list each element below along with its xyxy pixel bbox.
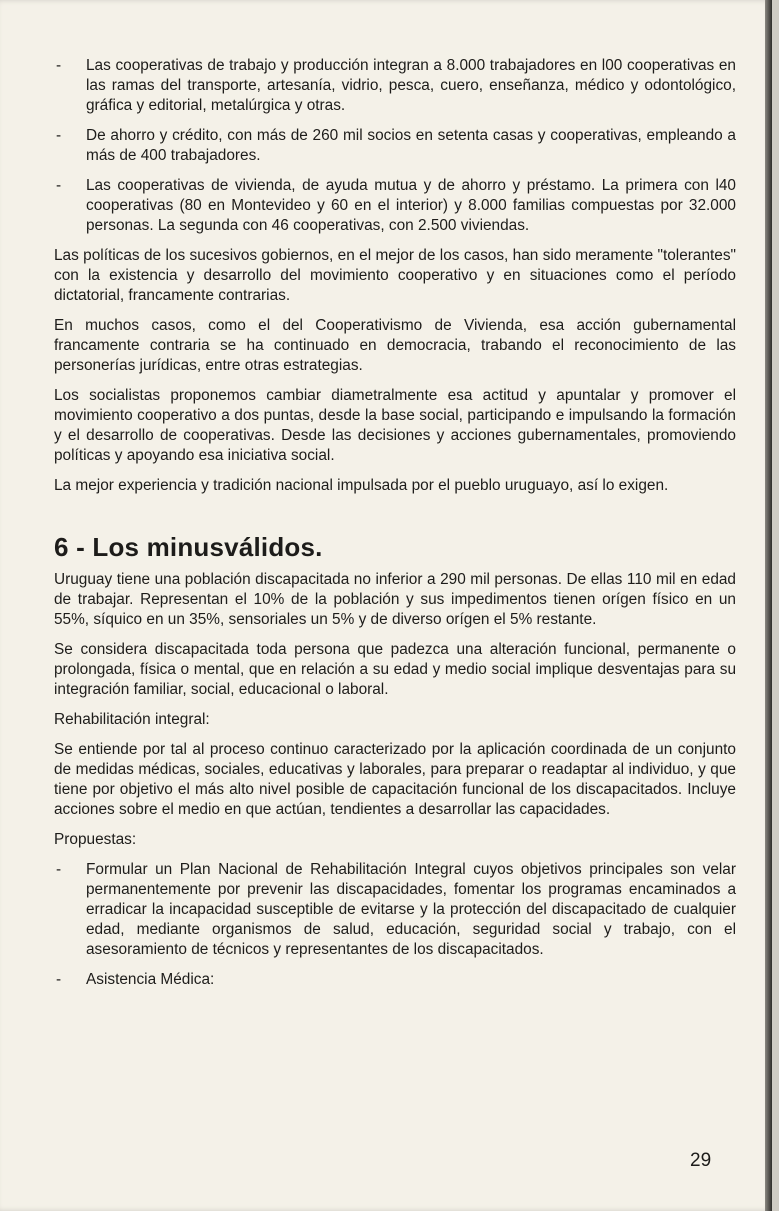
bullet-item: [54, 56, 736, 116]
bullet-text: Las cooperativas de vivienda, de ayuda mutua y de ahorro y préstamo. La primera con l40 cooperativas (80 en Montevideo y 60 en el interior) y 8.000 familias compuestas por 32.000 personas. La segunda con 46 cooperativas, con 2.500 viviendas.: [86, 177, 736, 234]
paragraph: Se considera discapacitada toda persona que padezca una alteración funcional, permanente o prolongada, física o mental, que en relación a su edad y medio social implique desventajas para su integración familiar, social, educacional o laboral.: [54, 641, 736, 698]
bullet-text: Formular un Plan Nacional de Rehabilitación Integral cuyos objetivos principales son velar permanentemente por prevenir las discapacidades, fomentar los programas encaminados a erradicar la incapacidad susceptible de evitarse y la protección del discapacitado de cualquier edad, mediante organismos de salud, educación, seguridad social y trabajo, con el asesoramiento de técnicos y representantes de los discapacitados.: [86, 861, 736, 958]
paragraph: En muchos casos, como el del Cooperativismo de Vivienda, esa acción gubernamental francamente contraria se ha continuado en democracia, trabando el reconocimiento de las personerías jurídicas, entre otras estrategias.: [54, 317, 736, 374]
bullet-dash: -: [56, 57, 62, 74]
bullet-item: [54, 970, 736, 990]
bullet-item: [54, 126, 736, 166]
bullet-dash: -: [56, 127, 62, 144]
subheading-propuestas: Propuestas:: [54, 831, 137, 848]
bullet-text: De ahorro y crédito, con más de 260 mil socios en setenta casas y cooperativas, empleando a más de 400 trabajadores.: [86, 127, 736, 164]
bullet-dash: -: [56, 861, 62, 878]
paragraph: Se entiende por tal al proceso continuo caracterizado por la aplicación coordinada de un conjunto de medidas médicas, sociales, educativas y laborales, para preparar o readaptar al individuo, y que tiene por objetivo el más alto nivel posible de capacitación funcional de los discapacitados. Incluye acciones sobre el medio en que actúan, tendientes a desarrollar las capacidades.: [54, 741, 736, 818]
bullet-dash: -: [56, 177, 62, 194]
bullet-dash: -: [56, 971, 62, 988]
bullet-item: [54, 176, 736, 236]
paragraph: La mejor experiencia y tradición nacional impulsada por el pueblo uruguayo, así lo exigen.: [54, 477, 669, 494]
paragraph: Las políticas de los sucesivos gobiernos, en el mejor de los casos, han sido meramente "tolerantes" con la existencia y desarrollo del movimiento cooperativo y en situaciones como el período dictatorial, francamente contrarias.: [54, 247, 736, 304]
page-edge-shadow: [765, 0, 772, 1211]
bullet-item: [54, 860, 736, 960]
bullet-text: Asistencia Médica:: [86, 971, 215, 988]
paragraph: Uruguay tiene una población discapacitada no inferior a 290 mil personas. De ellas 110 mil en edad de trabajar. Representan el 10% de la población y sus impedimentos tienen orígen físico en un 55%, síquico en un 35%, sensoriales un 5% y de diverso orígen el 5% restante.: [54, 571, 736, 628]
bullet-text: Las cooperativas de trabajo y producción integran a 8.000 trabajadores en l00 cooperativas en las ramas del transporte, artesanía, vidrio, pesca, cuero, enseñanza, médico y odontológico, gráfica y editorial, metalúrgica y otras.: [86, 57, 736, 114]
page-content: [54, 56, 736, 1000]
page-number: 29: [690, 1150, 712, 1171]
paragraph: Los socialistas proponemos cambiar diametralmente esa actitud y apuntalar y promover el movimiento cooperativo a dos puntas, desde la base social, participando e impulsando la formación y el desarrollo de cooperativas. Desde las decisiones y acciones gubernamentales, promoviendo políticas y apoyando esa iniciativa social.: [54, 387, 736, 464]
subheading-rehabilitacion: Rehabilitación integral:: [54, 711, 210, 728]
section-heading: 6 - Los minusválidos.: [54, 532, 323, 562]
